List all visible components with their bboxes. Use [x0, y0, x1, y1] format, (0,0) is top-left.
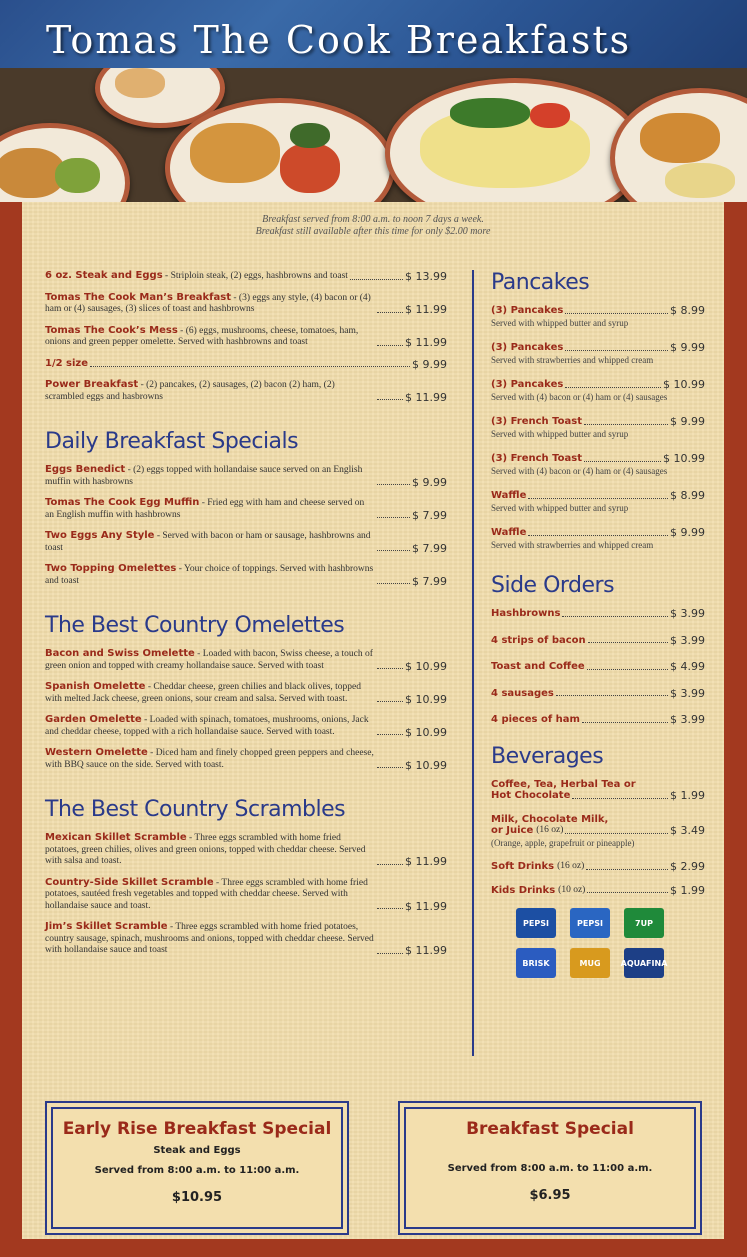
menu-item-line: [491, 635, 705, 647]
menu-item-line: [45, 497, 447, 521]
menu-item-price: $ 8.99: [670, 304, 705, 317]
drink-logo: AQUAFINA: [624, 948, 664, 978]
dot-leader: [528, 535, 668, 536]
dot-leader: [572, 798, 668, 799]
menu-item-price: $ 13.99: [405, 270, 447, 283]
menu-item: [45, 325, 447, 349]
menu-item: [45, 832, 447, 868]
menu-item: [491, 885, 705, 897]
menu-item-name: or Juice: [491, 825, 534, 836]
menu-item-text: Two Topping Omelettes - Your choice of toppings. Served with hashbrowns and toast: [45, 563, 374, 586]
drink-logo: MUG: [570, 948, 610, 978]
menu-item-price: $ 7.99: [412, 541, 447, 555]
menu-item-text: Garden Omelette - Loaded with spinach, tomatoes, mushrooms, onions, Jack and cheddar cheese, topped with a rich hollandaise sauce. Served with toast.: [45, 714, 369, 737]
menu-item-desc: Served with whipped butter and syrup: [491, 317, 629, 328]
menu-item: [491, 527, 705, 551]
dot-leader: [582, 722, 668, 723]
menu-item: [491, 453, 705, 477]
dot-leader: [588, 642, 668, 643]
menu-item-price: $ 1.99: [670, 883, 705, 897]
menu-item-price: $ 10.99: [663, 378, 705, 391]
menu-item-line: [491, 688, 705, 700]
menu-item-text: [45, 358, 88, 371]
menu-item-price: $ 10.99: [405, 692, 447, 706]
menu-item-price: $ 11.99: [405, 390, 447, 404]
menu-item: [491, 608, 705, 620]
menu-item-line: [491, 825, 705, 837]
menu-item: [491, 305, 705, 329]
dot-leader: [556, 695, 668, 696]
scrambles-list: [45, 832, 447, 957]
food-photo: [0, 68, 747, 202]
pancakes-list: [491, 305, 705, 551]
menu-item-text: Mexican Skillet Scramble - Three eggs scrambled with home fried potatoes, green chilies, olives and green onions, topped with cheddar cheese. Served with salsa and toast.: [45, 832, 366, 866]
menu-item: [45, 379, 447, 403]
menu-item-line: [45, 325, 447, 349]
dot-leader: [587, 892, 668, 893]
special-line: Steak and Eggs: [153, 1145, 241, 1156]
menu-item: [491, 635, 705, 647]
menu-item: [491, 342, 705, 366]
menu-item-name: Kids Drinks: [491, 884, 556, 896]
menu-item: [491, 714, 705, 726]
menu-item-price: $ 10.99: [405, 659, 447, 673]
menu-item-name: (3) Pancakes: [491, 342, 564, 353]
menu-item-name: (3) Pancakes: [491, 379, 564, 390]
menu-item-line: [45, 530, 447, 554]
menu-item-name: (3) French Toast: [491, 416, 582, 427]
menu-item: [45, 530, 447, 554]
surcharge-note: Breakfast still available after this time for only $2.00 more: [255, 226, 491, 237]
menu-item-text: Two Eggs Any Style - Served with bacon or ham or sausage, hashbrowns and toast: [45, 530, 371, 553]
menu-item: [45, 921, 447, 957]
drink-logo: PEPSI: [516, 908, 556, 938]
menu-item-desc: Served with whipped butter and syrup: [491, 428, 629, 439]
menu-item-line: [45, 681, 447, 705]
menu-item-name: 6 oz. Steak and Eggs: [45, 270, 163, 281]
page-title: Tomas The Cook Breakfasts: [46, 18, 632, 62]
menu-item-price: $ 7.99: [412, 508, 447, 522]
menu-item-desc: (Orange, apple, grapefruit or pineapple): [491, 837, 635, 848]
dot-leader: [377, 345, 403, 346]
menu-item-desc: (3) eggs any style, (4) bacon or (4) ham or (4) sausages, (3) slices of toast and hashbrowns: [45, 292, 371, 314]
menu-item-line: [45, 563, 447, 587]
menu-item-desc: Served with (4) bacon or (4) ham or (4) sausages: [491, 465, 668, 476]
right-column: [491, 270, 705, 978]
menu-item-name: Jim’s Skillet Scramble: [45, 921, 168, 932]
menu-item-line: [491, 861, 705, 873]
dot-leader: [377, 399, 403, 400]
section-title: Beverages: [491, 743, 604, 769]
hours-note: Breakfast served from 8:00 a.m. to noon 7 days a week.: [262, 214, 484, 225]
menu-item: [45, 292, 447, 316]
menu-item-desc: Loaded with bacon, Swiss cheese, a touch of green onion and topped with creamy hollandaise sauce. Served with toast: [45, 649, 373, 671]
menu-item-line: [491, 379, 705, 391]
dot-leader: [377, 312, 403, 313]
dot-leader: [377, 701, 403, 702]
drink-logo: 7UP: [624, 908, 664, 938]
menu-item-name: Tomas The Cook’s Mess: [45, 324, 178, 336]
menu-item-size: (16 oz): [557, 861, 585, 871]
menu-item-name: Hot Chocolate: [491, 790, 571, 801]
menu-item-desc: Three eggs scrambled with home fried potatoes, green chilies, olives and green onions, topped with cheddar cheese. Served with salsa and toast.: [45, 833, 366, 866]
side-orders-list: [491, 608, 705, 726]
menu-item-price: $ 4.99: [670, 660, 705, 673]
menu-item-price: $ 9.99: [670, 526, 705, 539]
menu-item: [491, 779, 705, 802]
special-hours: Served from 8:00 a.m. to 11:00 a.m.: [94, 1165, 300, 1176]
menu-item-text: Western Omelette - Diced ham and finely chopped green peppers and cheese, with BBQ sauce on the side. Served with toast.: [45, 747, 374, 770]
menu-item: [491, 661, 705, 673]
menu-item-text: 6 oz. Steak and Eggs - Striploin steak, (2) eggs, hashbrowns and toast: [45, 270, 348, 281]
daily-specials-list: [45, 464, 447, 587]
menu-item-line: [45, 270, 447, 283]
dot-leader: [565, 350, 668, 351]
menu-item: [45, 563, 447, 587]
menu-item-name: 4 sausages: [491, 687, 554, 699]
breakfast-special-box: [398, 1101, 702, 1235]
dot-leader: [565, 387, 661, 388]
menu-item-text: Tomas The Cook Egg Muffin - Fried egg with ham and cheese served on an English muffin with hashbrowns: [45, 497, 365, 520]
menu-item-name: Toast and Coffee: [491, 661, 585, 672]
menu-item-price: $ 2.99: [670, 860, 705, 873]
dot-leader: [350, 279, 403, 280]
section-title: Pancakes: [491, 270, 590, 295]
menu-item-desc: (2) eggs topped with hollandaise sauce served on an English muffin with hasbrowns: [45, 465, 363, 487]
menu-item: [45, 497, 447, 521]
dot-leader: [377, 908, 403, 909]
menu-item-line: [45, 747, 447, 771]
drink-logos: [491, 908, 705, 978]
menu-item-line: [491, 490, 705, 502]
dot-leader: [377, 734, 403, 735]
plate-image: [610, 88, 747, 202]
menu-item: [45, 270, 447, 283]
menu-item-name: Tomas The Cook Man’s Breakfast: [45, 291, 231, 303]
menu-item-name: Coffee, Tea, Herbal Tea or: [491, 778, 636, 790]
beverages-list: [491, 779, 705, 897]
dot-leader: [565, 313, 668, 314]
menu-item: [45, 877, 447, 913]
special-title: Breakfast Special: [466, 1119, 634, 1139]
menu-item-desc: Served with strawberries and whipped cream: [491, 539, 654, 550]
left-column: [45, 270, 447, 966]
menu-item-name: Garden Omelette: [45, 714, 142, 725]
menu-body: [22, 202, 724, 1239]
menu-item-line: [491, 714, 705, 726]
section-title: Side Orders: [491, 573, 615, 598]
menu-item-desc: Three eggs scrambled with home fried potatoes, sautéed fresh vegetables and topped with cheddar cheese. Served with hollandaise sauce and toast.: [45, 877, 368, 911]
menu-item-price: $ 10.99: [405, 758, 447, 772]
menu-item-line: [491, 416, 705, 428]
menu-item-desc: (2) pancakes, (2) sausages, (2) bacon (2) ham, (2) scrambled eggs and hasbrowns: [45, 380, 335, 402]
menu-item-text: Tomas The Cook’s Mess - (6) eggs, mushrooms, cheese, tomatoes, ham, onions and green pepper omelette. Served with hashbrowns and toast: [45, 324, 359, 347]
menu-item-line: [491, 885, 705, 897]
menu-item: [45, 464, 447, 488]
menu-item-price: $ 9.99: [670, 415, 705, 428]
menu-item: [45, 358, 447, 371]
dot-leader: [377, 668, 403, 669]
menu-item: [45, 714, 447, 738]
menu-item-desc: Loaded with spinach, tomatoes, mushrooms, onions, Jack and cheddar cheese, topped with a rich hollandaise sauce. Served with toast.: [45, 715, 369, 737]
dot-leader: [562, 616, 668, 617]
plate-image: [0, 123, 130, 202]
menu-item-desc: Served with strawberries and whipped cream: [491, 354, 654, 365]
menu-item-text: Country-Side Skillet Scramble - Three eggs scrambled with home fried potatoes, sautéed fresh vegetables and topped with cheddar cheese. Served with hollandaise sauce and toast.: [45, 876, 368, 911]
menu-item-price: $ 9.99: [412, 357, 447, 371]
menu-item-name: Waffle: [491, 527, 527, 538]
menu-item-line: [45, 877, 447, 913]
menu-item: [491, 861, 705, 873]
menu-item-price: $ 10.99: [663, 452, 705, 465]
menu-item-name: Mexican Skillet Scramble: [45, 832, 187, 843]
menu-item-line: [45, 464, 447, 488]
menu-item-desc: Diced ham and finely chopped green peppers and cheese, with BBQ sauce on the side. Served with toast.: [45, 748, 374, 770]
dot-leader: [377, 484, 410, 485]
special-title: Early Rise Breakfast Special: [62, 1119, 332, 1139]
menu-item-size: (10 oz): [558, 884, 586, 895]
dot-leader: [584, 424, 668, 425]
menu-item-line: [45, 832, 447, 868]
menu-item-text: Spanish Omelette - Cheddar cheese, green chilies and black olives, topped with melted Jack cheese, green onions, sour cream and salsa. Served with toast.: [45, 681, 361, 704]
menu-item-name: (3) French Toast: [491, 453, 582, 464]
menu-item-desc: Your choice of toppings. Served with hashbrowns and toast: [45, 564, 374, 586]
menu-item-price: $ 1.99: [670, 789, 705, 802]
menu-item-price: $ 3.49: [670, 824, 705, 837]
menu-item-line: [491, 661, 705, 673]
section-title: Daily Breakfast Specials: [45, 429, 299, 454]
menu-item-name: Two Eggs Any Style: [45, 530, 155, 541]
dot-leader: [377, 767, 403, 768]
menu-item-line: [491, 305, 705, 317]
dot-leader: [377, 583, 410, 584]
menu-item-price: $ 11.99: [405, 336, 447, 349]
menu-item-name: 4 strips of bacon: [491, 634, 586, 646]
menu-item-name: Eggs Benedict: [45, 464, 126, 475]
menu-item-desc: Cheddar cheese, green chilies and black olives, topped with melted Jack cheese, green onions, sour cream and salsa. Served with toast.: [45, 682, 361, 704]
menu-item: [491, 688, 705, 700]
dot-leader: [377, 864, 403, 865]
menu-item-line: [45, 358, 447, 371]
menu-item-text: Bacon and Swiss Omelette - Loaded with bacon, Swiss cheese, a touch of green onion and topped with creamy hollandaise sauce. Served with toast: [45, 648, 373, 671]
menu-item-name: Power Breakfast: [45, 379, 139, 390]
menu-item-price: $ 11.99: [405, 855, 447, 868]
menu-item-name: Soft Drinks: [491, 861, 555, 872]
menu-item: [491, 490, 705, 514]
menu-item-desc: Striploin steak, (2) eggs, hashbrowns and toast: [170, 271, 348, 281]
drink-logo: PEPSI: [570, 908, 610, 938]
menu-item-desc: Fried egg with ham and cheese served on an English muffin with hashbrowns: [45, 498, 365, 520]
dot-leader: [587, 669, 668, 670]
section-title: The Best Country Scrambles: [45, 797, 346, 822]
menu-item-size: (16 oz): [536, 825, 564, 835]
column-divider: [472, 270, 474, 1056]
menu-item-price: $ 11.99: [405, 303, 447, 316]
menu-item-desc: Served with (4) bacon or (4) ham or (4) sausages: [491, 391, 668, 402]
menu-item-line: [45, 292, 447, 316]
menu-item-price: $ 10.99: [405, 725, 447, 739]
menu-item-name: Western Omelette: [45, 747, 148, 758]
drink-logo: BRISK: [516, 948, 556, 978]
dot-leader: [584, 461, 661, 462]
dot-leader: [90, 366, 410, 367]
menu-item: [45, 648, 447, 672]
menu-item-price: $ 11.99: [405, 944, 447, 957]
breakfast-list: [45, 270, 447, 403]
dot-leader: [377, 550, 410, 551]
menu-item-name: Milk, Chocolate Milk,: [491, 813, 609, 825]
menu-item-desc: Three eggs scrambled with home fried potatoes, country sausage, spinach, mushrooms and onions, topped with cheddar cheese. Served with hollandaise sauce and toast: [45, 922, 374, 955]
menu-item-text: Eggs Benedict - (2) eggs topped with hollandaise sauce served on an English muffin with hasbrowns: [45, 464, 363, 487]
menu-item-name: Country-Side Skillet Scramble: [45, 876, 214, 888]
header-banner: [0, 0, 747, 68]
menu-item-name: 4 pieces of ham: [491, 714, 580, 725]
section-title: The Best Country Omelettes: [45, 613, 345, 638]
menu-item-price: $ 3.99: [670, 713, 705, 726]
menu-item-text: Tomas The Cook Man’s Breakfast - (3) eggs any style, (4) bacon or (4) ham or (4) sausages, (3) slices of toast and hashbrowns: [45, 291, 371, 314]
menu-item-price: $ 7.99: [412, 574, 447, 588]
menu-item-name: Waffle: [491, 490, 527, 501]
dot-leader: [377, 953, 403, 954]
menu-item-line: [45, 648, 447, 672]
menu-item-price: $ 9.99: [412, 475, 447, 489]
menu-item: [45, 681, 447, 705]
dot-leader: [528, 498, 668, 499]
plate-image: [385, 78, 645, 202]
menu-item-name: Spanish Omelette: [45, 681, 146, 692]
menu-item-line: [45, 379, 447, 403]
menu-item-line: [491, 608, 705, 620]
menu-item: [491, 814, 705, 850]
menu-item-line: [45, 714, 447, 738]
menu-item-text: Power Breakfast - (2) pancakes, (2) sausages, (2) bacon (2) ham, (2) scrambled eggs and hasbrowns: [45, 379, 335, 402]
menu-item-price: $ 8.99: [670, 489, 705, 502]
menu-item-line: [45, 921, 447, 957]
special-price: $10.95: [171, 1190, 223, 1205]
menu-item-line: [491, 453, 705, 465]
menu-item-name: Tomas The Cook Egg Muffin: [45, 497, 200, 508]
omelettes-list: [45, 648, 447, 771]
menu-item: [491, 379, 705, 403]
menu-item-price: $ 3.99: [670, 607, 705, 620]
menu-item: [45, 747, 447, 771]
special-hours: Served from 8:00 a.m. to 11:00 a.m.: [447, 1163, 653, 1174]
menu-item-line: [491, 527, 705, 539]
menu-item-line: [491, 342, 705, 354]
menu-item-price: $ 3.99: [670, 686, 705, 700]
menu-item-name: Hashbrowns: [491, 608, 561, 619]
menu-item-name: Two Topping Omelettes: [45, 563, 177, 574]
special-price: $6.95: [529, 1188, 571, 1203]
menu-item: [491, 416, 705, 440]
dot-leader: [586, 869, 668, 870]
menu-item-price: $ 3.99: [670, 633, 705, 647]
menu-item-line: [491, 790, 705, 802]
menu-item-desc: (6) eggs, mushrooms, cheese, tomatoes, ham, onions and green pepper omelette. Served with hashbrowns and toast: [45, 325, 359, 347]
menu-item-name: 1/2 size: [45, 357, 89, 369]
dot-leader: [565, 833, 668, 834]
menu-item-desc: Served with whipped butter and syrup: [491, 502, 629, 513]
menu-item-price: $ 9.99: [670, 341, 705, 354]
menu-item-name: (3) Pancakes: [491, 305, 564, 316]
menu-item-text: Jim’s Skillet Scramble - Three eggs scrambled with home fried potatoes, country sausage, spinach, mushrooms and onions, topped with cheddar cheese. Served with hollandaise sauce and toast: [45, 921, 374, 955]
dot-leader: [377, 517, 410, 518]
menu-item-desc: Served with bacon or ham or sausage, hashbrowns and toast: [45, 531, 371, 553]
menu-item-price: $ 11.99: [405, 899, 447, 913]
menu-item-name: Bacon and Swiss Omelette: [45, 648, 195, 659]
early-rise-special-box: [45, 1101, 349, 1235]
